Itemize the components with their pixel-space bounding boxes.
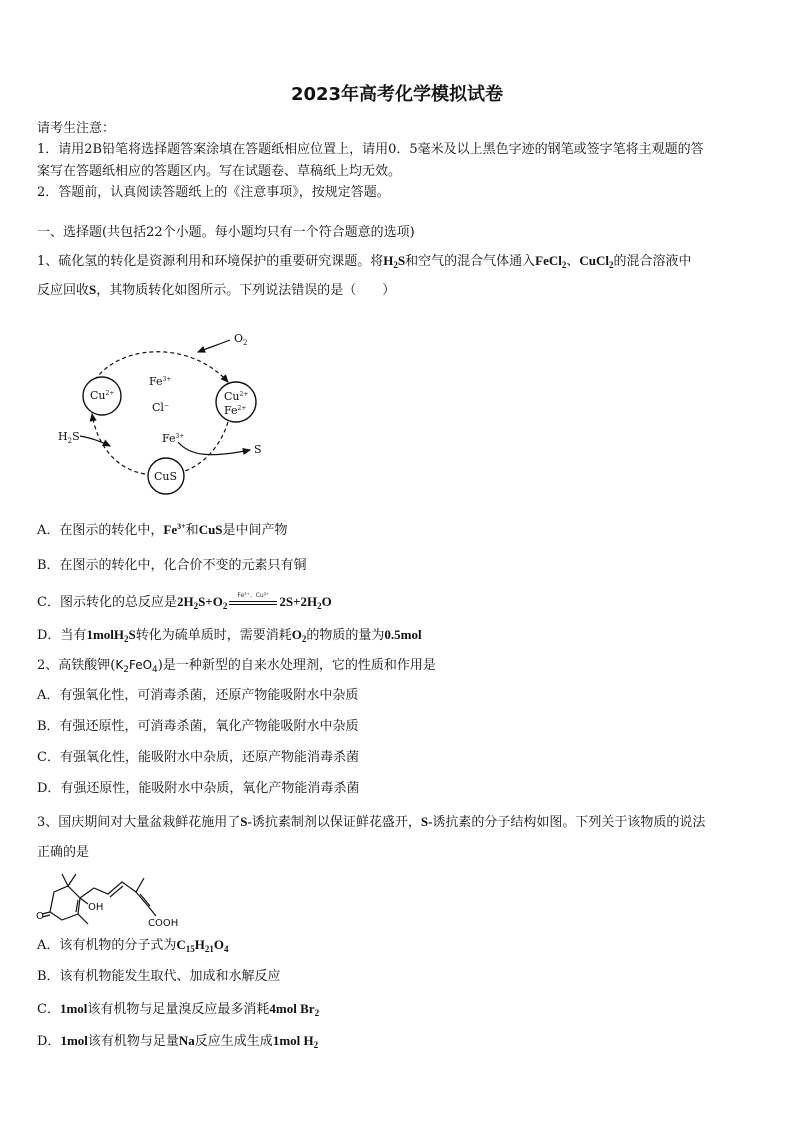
q2-option-b[interactable]: B．有强还原性，可消毒杀菌，氧化产物能吸附水中杂质 [37, 719, 359, 734]
q3-option-c[interactable]: C．1mol该有机物与足量溴反应最多消耗4mol $Br_2$ [37, 1001, 320, 1018]
q3-stem-line-1: 3、国庆期间对大量盆栽鲜花施用了S-诱抗素制剂以保证鲜花盛开，S-诱抗素的分子结构如图。下列关于该物质的说法 [37, 814, 706, 830]
double-bond [140, 894, 150, 906]
q3-option-d[interactable]: D．1mol该有机物与足量Na反应生成生成1mol $H_2$ [37, 1033, 319, 1050]
cycle-arc [175, 422, 228, 474]
q1-stem-line-1: 1、硫化氢的转化是资源利用和环境保护的重要研究课题。将$H_2S$和空气的混合气体通入FeCl$_2$、CuCl$_2$的混合溶液中 [37, 253, 692, 270]
br2-amount: 4mol $Br_2$ [269, 1001, 320, 1018]
molecular-formula: $C_{15}H_{21}O_4$ [176, 937, 229, 954]
equilibrium-arrow: Fe³⁺、Cu²⁺ [229, 592, 277, 608]
oh-label: OH [88, 902, 104, 913]
methyl-bond [78, 914, 88, 924]
q1-option-a[interactable]: A．在图示的转化中，$Fe^{3+}$和CuS是中间产物 [37, 522, 288, 538]
cucl2-formula: CuCl$_2$ [579, 253, 614, 270]
cu2-right-label: $Cu^{2+}$ [224, 390, 249, 403]
methyl-bond [68, 874, 76, 886]
q2-option-c[interactable]: C．有强氧化性，能吸附水中杂质，还原产物能消毒杀菌 [37, 750, 359, 765]
q2-option-a[interactable]: A．有强氧化性，可消毒杀菌，还原产物能吸附水中杂质 [37, 688, 359, 703]
s-product-label: S [254, 443, 262, 456]
page-title: 2023年高考化学模拟试卷 [290, 84, 504, 105]
sulfur-cycle-diagram [50, 322, 300, 500]
h2s-label: $H_2S$ [58, 430, 80, 445]
q2-option-d[interactable]: D．有强还原性，能吸附水中杂质，氧化产物能消毒杀菌 [37, 781, 360, 796]
fe3-ion: $Fe^{3+}$ [163, 522, 186, 537]
cycle-arc [92, 414, 145, 474]
o2-formula: $O_2$ [291, 627, 307, 644]
h2s-amount: 1molH$_2$S [86, 627, 136, 644]
sulfur-symbol: S [89, 282, 97, 297]
methyl-bond [62, 874, 68, 886]
fecl2-formula: FeCl$_2$ [535, 253, 567, 270]
cooh-label: COOH [148, 918, 179, 928]
ring-bond [50, 886, 80, 920]
product-formula: $2S+2H_2O$ [279, 594, 332, 611]
notice-line-1-cont: 案写在答题纸相应的答题区内。写在试题卷、草稿纸上均无效。 [37, 164, 402, 179]
notice-line-1: 1．请用2B铅笔将选择题答案涂填在答题纸相应位置上，请用0．5毫米及以上黑色字迹的钢笔或签字笔将主观题的答 [37, 142, 704, 157]
o2-label: $O_2$ [234, 332, 248, 347]
section-heading: 一、选择题(共包括22个小题。每小题均只有一个符合题意的选项) [37, 225, 415, 240]
reactant-formula: $2H_2S+O_2$ [176, 594, 228, 611]
carbonyl-o-label: O [36, 911, 44, 922]
o2-arrow [198, 340, 230, 352]
q3-stem-line-2: 正确的是 [37, 845, 90, 860]
fe3-bottom-label: $Fe^{3+}$ [162, 432, 185, 445]
cus-label: CuS [154, 470, 178, 483]
q1-stem-part: 和空气的混合气体通入 [405, 254, 536, 269]
double-bond [110, 886, 123, 897]
q1-option-c[interactable]: C．图示转化的总反应是$2H_2S+O_2$ Fe³⁺、Cu²⁺ $2S+2H_2O$ [37, 592, 332, 611]
h2-amount: 1mol $H_2$ [272, 1033, 319, 1050]
notice-heading: 请考生注意： [37, 121, 116, 136]
q3-option-b[interactable]: B．该有机物能发生取代、加成和水解反应 [37, 969, 281, 984]
h2s-arrow [80, 436, 110, 446]
double-bond [76, 900, 78, 912]
q3-option-a[interactable]: A．该有机物的分子式为$C_{15}H_{21}O_4$ [37, 937, 229, 954]
cl-label: Cl− [152, 401, 169, 414]
mol-value: 0.5mol [384, 627, 422, 642]
oh-bond [80, 898, 88, 904]
fe3-label: $Fe^{3+}$ [149, 375, 172, 388]
notice-line-2: 2．答题前，认真阅读答题纸上的《注意事项》，按规定答题。 [37, 185, 390, 200]
q1-stem-part: 的混合溶液中 [613, 254, 692, 269]
k2feo4-formula: $K_2FeO_4$ [115, 658, 158, 675]
molecule-structure [36, 868, 196, 928]
h2s-formula: $H_2S$ [383, 253, 406, 270]
q1-option-d[interactable]: D．当有1molH$_2$S转化为硫单质时，需要消耗$O_2$的物质的量为0.5mol [37, 627, 422, 644]
fe2-label: $Fe^{2+}$ [224, 404, 247, 417]
q1-stem-part: 1、硫化氢的转化是资源利用和环境保护的重要研究课题。将 [37, 254, 384, 269]
cus-formula: CuS [198, 522, 223, 537]
q2-stem: 2、高铁酸钾$(K_2FeO_4)$是一种新型的自来水处理剂，它的性质和作用是 [37, 658, 436, 675]
q1-option-b[interactable]: B．在图示的转化中，化合价不变的元素只有铜 [37, 558, 307, 573]
chain-bond [136, 892, 156, 916]
cu2-label: $Cu^{2+}$ [90, 389, 115, 402]
q1-stem-line-2: 反应回收S，其物质转化如图所示。下列说法错误的是（ ） [37, 282, 396, 298]
